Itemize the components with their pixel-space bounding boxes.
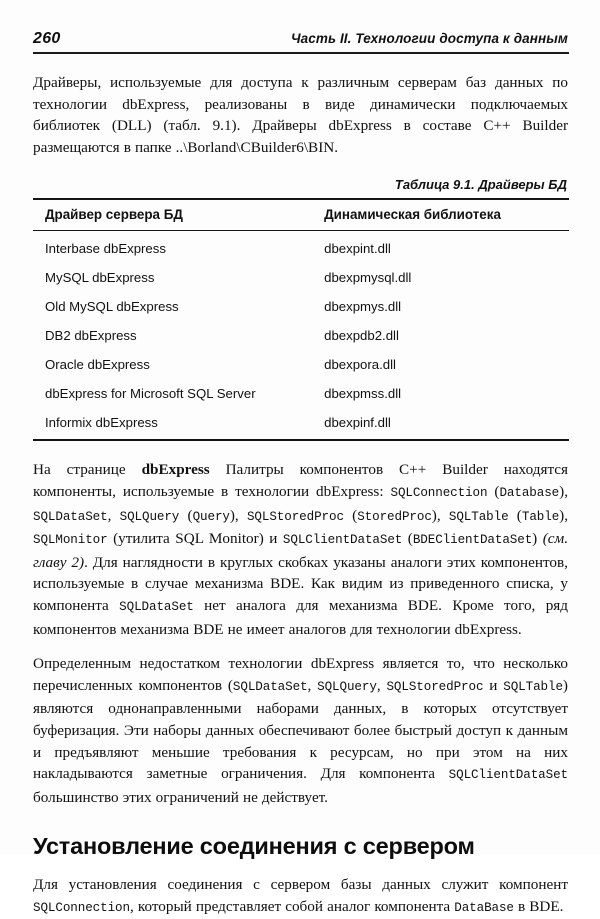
code-run: BDEClientDataSet	[412, 533, 533, 548]
table-row	[33, 408, 569, 440]
text-run: ),	[559, 506, 569, 524]
table-row	[33, 321, 569, 350]
cell-library: dbexpmys.dll	[324, 299, 402, 315]
text-run: в BDE.	[513, 897, 564, 915]
text-run: )	[532, 530, 543, 548]
cell-driver: Interbase dbExpress	[45, 241, 166, 257]
text-run-italic: (см. главу 2)	[33, 530, 569, 571]
text-run: ),	[229, 506, 247, 524]
code-run: SQLConnection	[33, 900, 130, 915]
table-row	[33, 350, 569, 379]
text-run: . Для наглядности в круглых скобках указаны аналоги этих компонентов, используемые в случае механизма BDE. Как видим из приведенного списка, у компонента	[33, 553, 568, 614]
text-run: большинство этих ограничений не действует.	[33, 788, 328, 806]
text-run: Определенным недостатком технологии dbExpress является то, что несколько перечисленных компонентов (	[33, 655, 568, 694]
paragraph-components	[33, 459, 568, 640]
table-caption	[33, 177, 568, 192]
paragraph-drawbacks	[33, 653, 568, 808]
running-header	[33, 30, 568, 48]
text-run: ),	[431, 506, 449, 524]
text-run: (	[508, 506, 522, 524]
page-content	[33, 72, 568, 919]
header-rule	[33, 52, 569, 54]
text-run: и	[483, 676, 504, 694]
table-block	[33, 177, 568, 441]
code-run: Table	[521, 509, 560, 524]
intro-paragraph: Драйверы, используемые для доступа к различным серверам баз данных по технологии dbExpress, реализованы в виде динамически подключаемых библиотек (DLL) (табл. 9.1). Драйверы dbExpress в составе С++ Builder размещаются в папке ..\Borland\CBuilder6\BIN.	[33, 74, 568, 156]
text-run: (	[487, 482, 500, 500]
code-run: SQLConnection	[390, 485, 488, 500]
code-run: SQLDataSet	[33, 509, 108, 524]
code-run: SQLQuery	[119, 509, 180, 524]
text-run: На странице	[33, 461, 142, 479]
column-header-library: Динамическая библиотека	[312, 199, 569, 231]
cell-library: dbexpmysql.dll	[324, 270, 412, 286]
column-header-driver: Драйвер сервера БД	[33, 199, 312, 231]
text-run: (	[343, 506, 358, 524]
drivers-table	[33, 198, 569, 441]
table-row	[33, 292, 569, 321]
page-number: 260	[33, 30, 61, 47]
paragraph-connection	[33, 874, 568, 919]
text-run: ,	[107, 506, 120, 524]
table-head	[33, 199, 569, 231]
cell-driver: dbExpress for Microsoft SQL Server	[45, 386, 256, 402]
code-run: SQLStoredProc	[386, 679, 484, 694]
text-run: (	[402, 530, 413, 548]
cell-driver: MySQL dbExpress	[45, 270, 155, 286]
cell-library: dbexpint.dll	[324, 241, 391, 257]
text-run: ,	[307, 676, 318, 694]
text-run: , который представляет собой аналог компонента	[129, 897, 455, 915]
cell-driver: DB2 dbExpress	[45, 328, 137, 344]
table-body	[33, 231, 569, 441]
text-run: (	[179, 506, 193, 524]
section-heading: Установление соединения с сервером	[33, 833, 475, 860]
code-run: SQLDataSet	[119, 599, 194, 614]
text-run: ),	[559, 482, 568, 500]
text-run: Палитры компонентов С++ Builder находятся компоненты, используемые в технологии dbExpress:	[33, 461, 568, 500]
code-run: SQLTable	[448, 509, 509, 524]
code-run: SQLStoredProc	[246, 509, 344, 524]
code-run: SQLQuery	[317, 679, 377, 694]
code-run: DataBase	[454, 900, 514, 915]
cell-library: dbexpinf.dll	[324, 415, 391, 431]
code-run: Query	[192, 509, 230, 524]
text-run: ) являются однонаправленными наборами данных, в которых отсутствует буферизация. Эти наборы данных обеспечивают более быстрый доступ к данным и предъявляют меньшие требования к ресурсам, но при этом на них накладываются заметные ограничения. Для компонента	[33, 676, 568, 783]
code-run: StoredProc	[357, 509, 432, 524]
cell-driver: Old MySQL dbExpress	[45, 299, 179, 315]
code-run: SQLTable	[503, 679, 563, 694]
table-caption-number: Таблица 9.1.	[394, 177, 475, 193]
cell-driver: Informix dbExpress	[45, 415, 158, 431]
table-header-row	[33, 199, 569, 231]
code-run: SQLClientDataSet	[448, 768, 568, 783]
table-caption-title: Драйверы БД	[478, 177, 567, 193]
running-title: Часть II. Технологии доступа к данным	[291, 31, 568, 46]
text-run: ,	[376, 676, 387, 694]
cell-library: dbexpora.dll	[324, 357, 396, 373]
cell-library: dbexpdb2.dll	[324, 328, 399, 344]
code-run: SQLClientDataSet	[282, 533, 403, 548]
text-run-bold: dbExpress	[141, 461, 210, 479]
table-row	[33, 263, 569, 292]
cell-driver: Oracle dbExpress	[45, 357, 150, 373]
text-run: нет аналога для механизма BDE. Кроме того, ряд компонентов механизма BDE не имеет аналогов для технологии dbExpress.	[33, 596, 568, 638]
code-run: SQLMonitor	[33, 533, 108, 548]
code-run: Database	[499, 485, 560, 500]
text-run: Для установления соединения с сервером базы данных служит компонент	[33, 876, 568, 894]
table-row	[33, 379, 569, 408]
table-row	[33, 231, 569, 264]
text-run: (утилита SQL Monitor) и	[107, 530, 283, 548]
cell-library: dbexpmss.dll	[324, 386, 402, 402]
code-run: SQLDataSet	[232, 679, 308, 694]
